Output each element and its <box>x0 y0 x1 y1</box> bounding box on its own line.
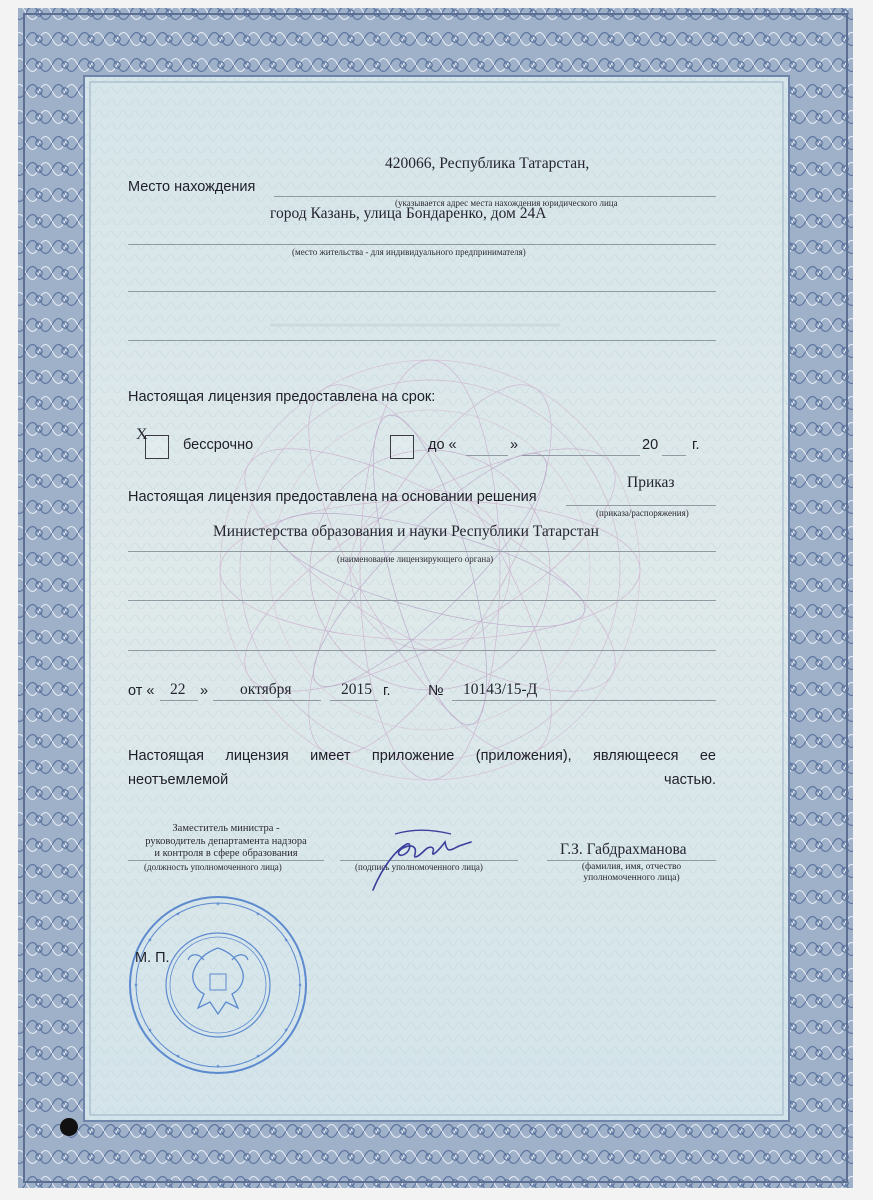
address-underline-4 <box>128 340 716 341</box>
date-month-underline <box>213 700 321 701</box>
name-underline <box>547 860 716 861</box>
date-year: 2015 <box>341 681 372 698</box>
address-underline-2 <box>128 244 716 245</box>
basis-authority-underline <box>128 551 716 552</box>
punch-hole <box>60 1118 78 1136</box>
basis-authority: Министерства образования и науки Республики Татарстан <box>213 523 599 540</box>
term-year-prefix: 20 <box>642 437 659 453</box>
name-caption-line-2: уполномоченного лица) <box>583 873 680 883</box>
basis-doc-type-caption: (приказа/распоряжения) <box>596 508 689 518</box>
date-year-suffix: г. <box>383 683 391 699</box>
signature-caption: (подпись уполномоченного лица) <box>355 862 483 872</box>
until-month-underline <box>522 455 640 456</box>
date-number-underline <box>452 700 716 701</box>
address-line-2: город Казань, улица Бондаренко, дом 24А <box>270 205 547 222</box>
term-year-suffix: г. <box>692 437 700 453</box>
date-year-underline <box>330 700 378 701</box>
position-line-3: и контроля в сфере образования <box>154 848 298 859</box>
position-line-2: руководитель департамента надзора <box>145 835 307 847</box>
date-day: 22 <box>170 681 186 698</box>
basis-heading: Настоящая лицензия предоставлена на основании решения <box>128 489 537 505</box>
date-day-underline <box>160 700 198 701</box>
until-year-underline <box>662 455 686 456</box>
signatory-position <box>128 823 324 861</box>
name-caption-line-1: (фамилия, имя, отчество <box>581 862 682 872</box>
until-day-underline <box>466 455 508 456</box>
appendix-text: Настоящая лицензия имеет приложение (приложения), являющееся ее неотъемлемой частью. <box>128 748 716 788</box>
basis-authority-caption: (наименование лицензирующего органа) <box>337 554 494 564</box>
signatory-name: Г.З. Габдрахманова <box>560 841 687 858</box>
date-number: 10143/15-Д <box>463 681 538 698</box>
basis-underline-2 <box>128 600 716 601</box>
signature-mark <box>355 820 485 900</box>
name-caption <box>547 862 716 884</box>
term-until-prefix: до « <box>428 437 457 453</box>
address-caption-2: (место жительства - для индивидуального предпринимателя) <box>292 247 526 257</box>
term-heading: Настоящая лицензия предоставлена на срок: <box>128 389 436 405</box>
address-label: Место нахождения <box>128 179 256 195</box>
date-quote-close: » <box>200 683 209 699</box>
basis-doc-type: Приказ <box>627 474 675 491</box>
official-seal <box>118 890 318 1080</box>
position-line-1: Заместитель министра - <box>172 823 280 834</box>
basis-doc-type-underline <box>566 505 716 506</box>
position-caption: (должность уполномоченного лица) <box>144 862 282 872</box>
address-line-1: 420066, Республика Татарстан, <box>385 155 590 172</box>
term-unlimited-label: бессрочно <box>183 437 254 453</box>
basis-underline-3 <box>128 650 716 651</box>
stamp-place-label: М. П. <box>135 950 170 966</box>
address-underline-1 <box>274 196 716 197</box>
position-underline <box>128 860 324 861</box>
address-underline-3 <box>128 291 716 292</box>
date-from-prefix: от « <box>128 683 155 699</box>
date-number-sign: № <box>428 683 444 699</box>
checkbox-mark: X <box>136 426 148 443</box>
checkbox-unlimited <box>145 435 169 459</box>
checkbox-until-date <box>390 435 414 459</box>
term-until-quote: » <box>510 437 519 453</box>
date-month: октября <box>240 681 292 698</box>
address-caption-1: (указывается адрес места нахождения юридического лица <box>395 198 618 208</box>
